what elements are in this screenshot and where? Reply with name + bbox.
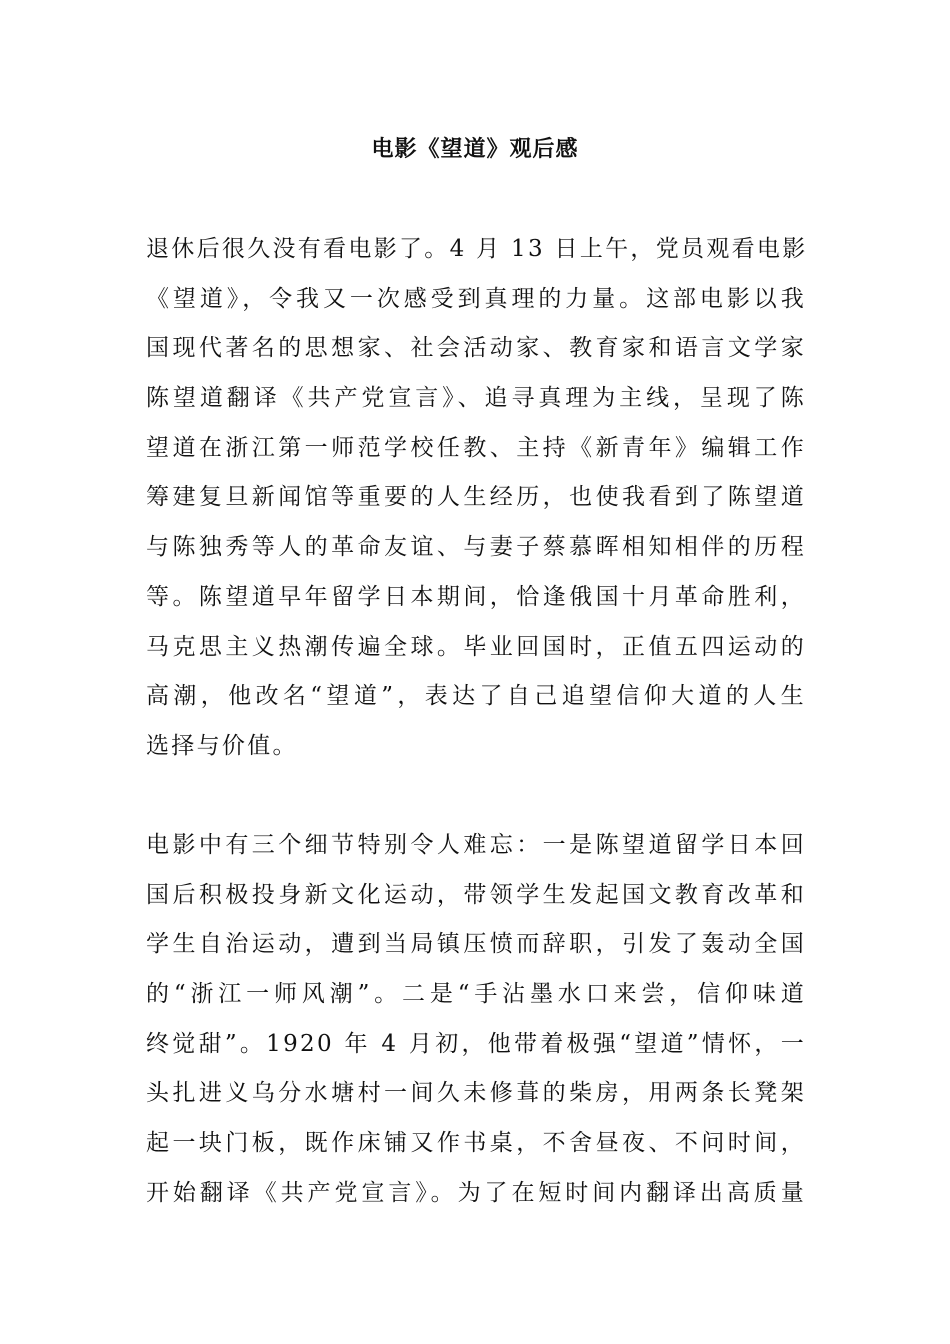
paragraph-line: 电影中有三个细节特别令人难忘：一是陈望道留学日本回	[146, 832, 806, 858]
paragraph-line: 的“浙江一师风潮”。二是“手沾墨水口来尝，信仰味道	[146, 981, 806, 1008]
paragraph-line: 望道在浙江第一师范学校任教、主持《新青年》编辑工作	[146, 434, 806, 461]
paragraph-2	[146, 821, 806, 1219]
document-title: 电影《望道》观后感	[371, 136, 579, 162]
paragraph-line: 学生自治运动，遭到当局镇压愤而辞职，引发了轰动全国	[146, 931, 806, 958]
paragraph-line: 等。陈望道早年留学日本期间，恰逢俄国十月革命胜利，	[146, 583, 806, 610]
paragraph-line: 退休后很久没有看电影了。4 月 13 日上午，党员观看电影	[146, 236, 808, 262]
paragraph-line: 头扎进义乌分水塘村一间久未修葺的柴房，用两条长凳架	[146, 1080, 806, 1107]
paragraph-line: 《望道》，令我又一次感受到真理的力量。这部电影以我	[146, 285, 806, 312]
paragraph-line: 选择与价值。	[146, 732, 298, 759]
paragraph-line: 国后积极投身新文化运动，带领学生发起国文教育改革和	[146, 881, 806, 908]
paragraph-line: 国现代著名的思想家、社会活动家、教育家和语言文学家	[146, 335, 806, 362]
paragraph-line: 与陈独秀等人的革命友谊、与妻子蔡慕晖相知相伴的历程	[146, 534, 806, 561]
paragraph-1	[146, 225, 806, 772]
paragraph-line: 筹建复旦新闻馆等重要的人生经历，也使我看到了陈望道	[146, 484, 806, 511]
paragraph-line: 开始翻译《共产党宣言》。为了在短时间内翻译出高质量	[146, 1179, 806, 1206]
paragraph-line: 马克思主义热潮传遍全球。毕业回国时，正值五四运动的	[146, 633, 806, 660]
paragraph-line: 终觉甜”。1920 年 4 月初，他带着极强“望道”情怀，一	[146, 1030, 806, 1057]
paragraph-line: 陈望道翻译《共产党宣言》、追寻真理为主线，呈现了陈	[146, 385, 806, 412]
paragraph-line: 高潮，他改名“望道”，表达了自己追望信仰大道的人生	[146, 683, 806, 710]
paragraph-line: 起一块门板，既作床铺又作书桌，不舍昼夜、不问时间，	[146, 1130, 806, 1157]
